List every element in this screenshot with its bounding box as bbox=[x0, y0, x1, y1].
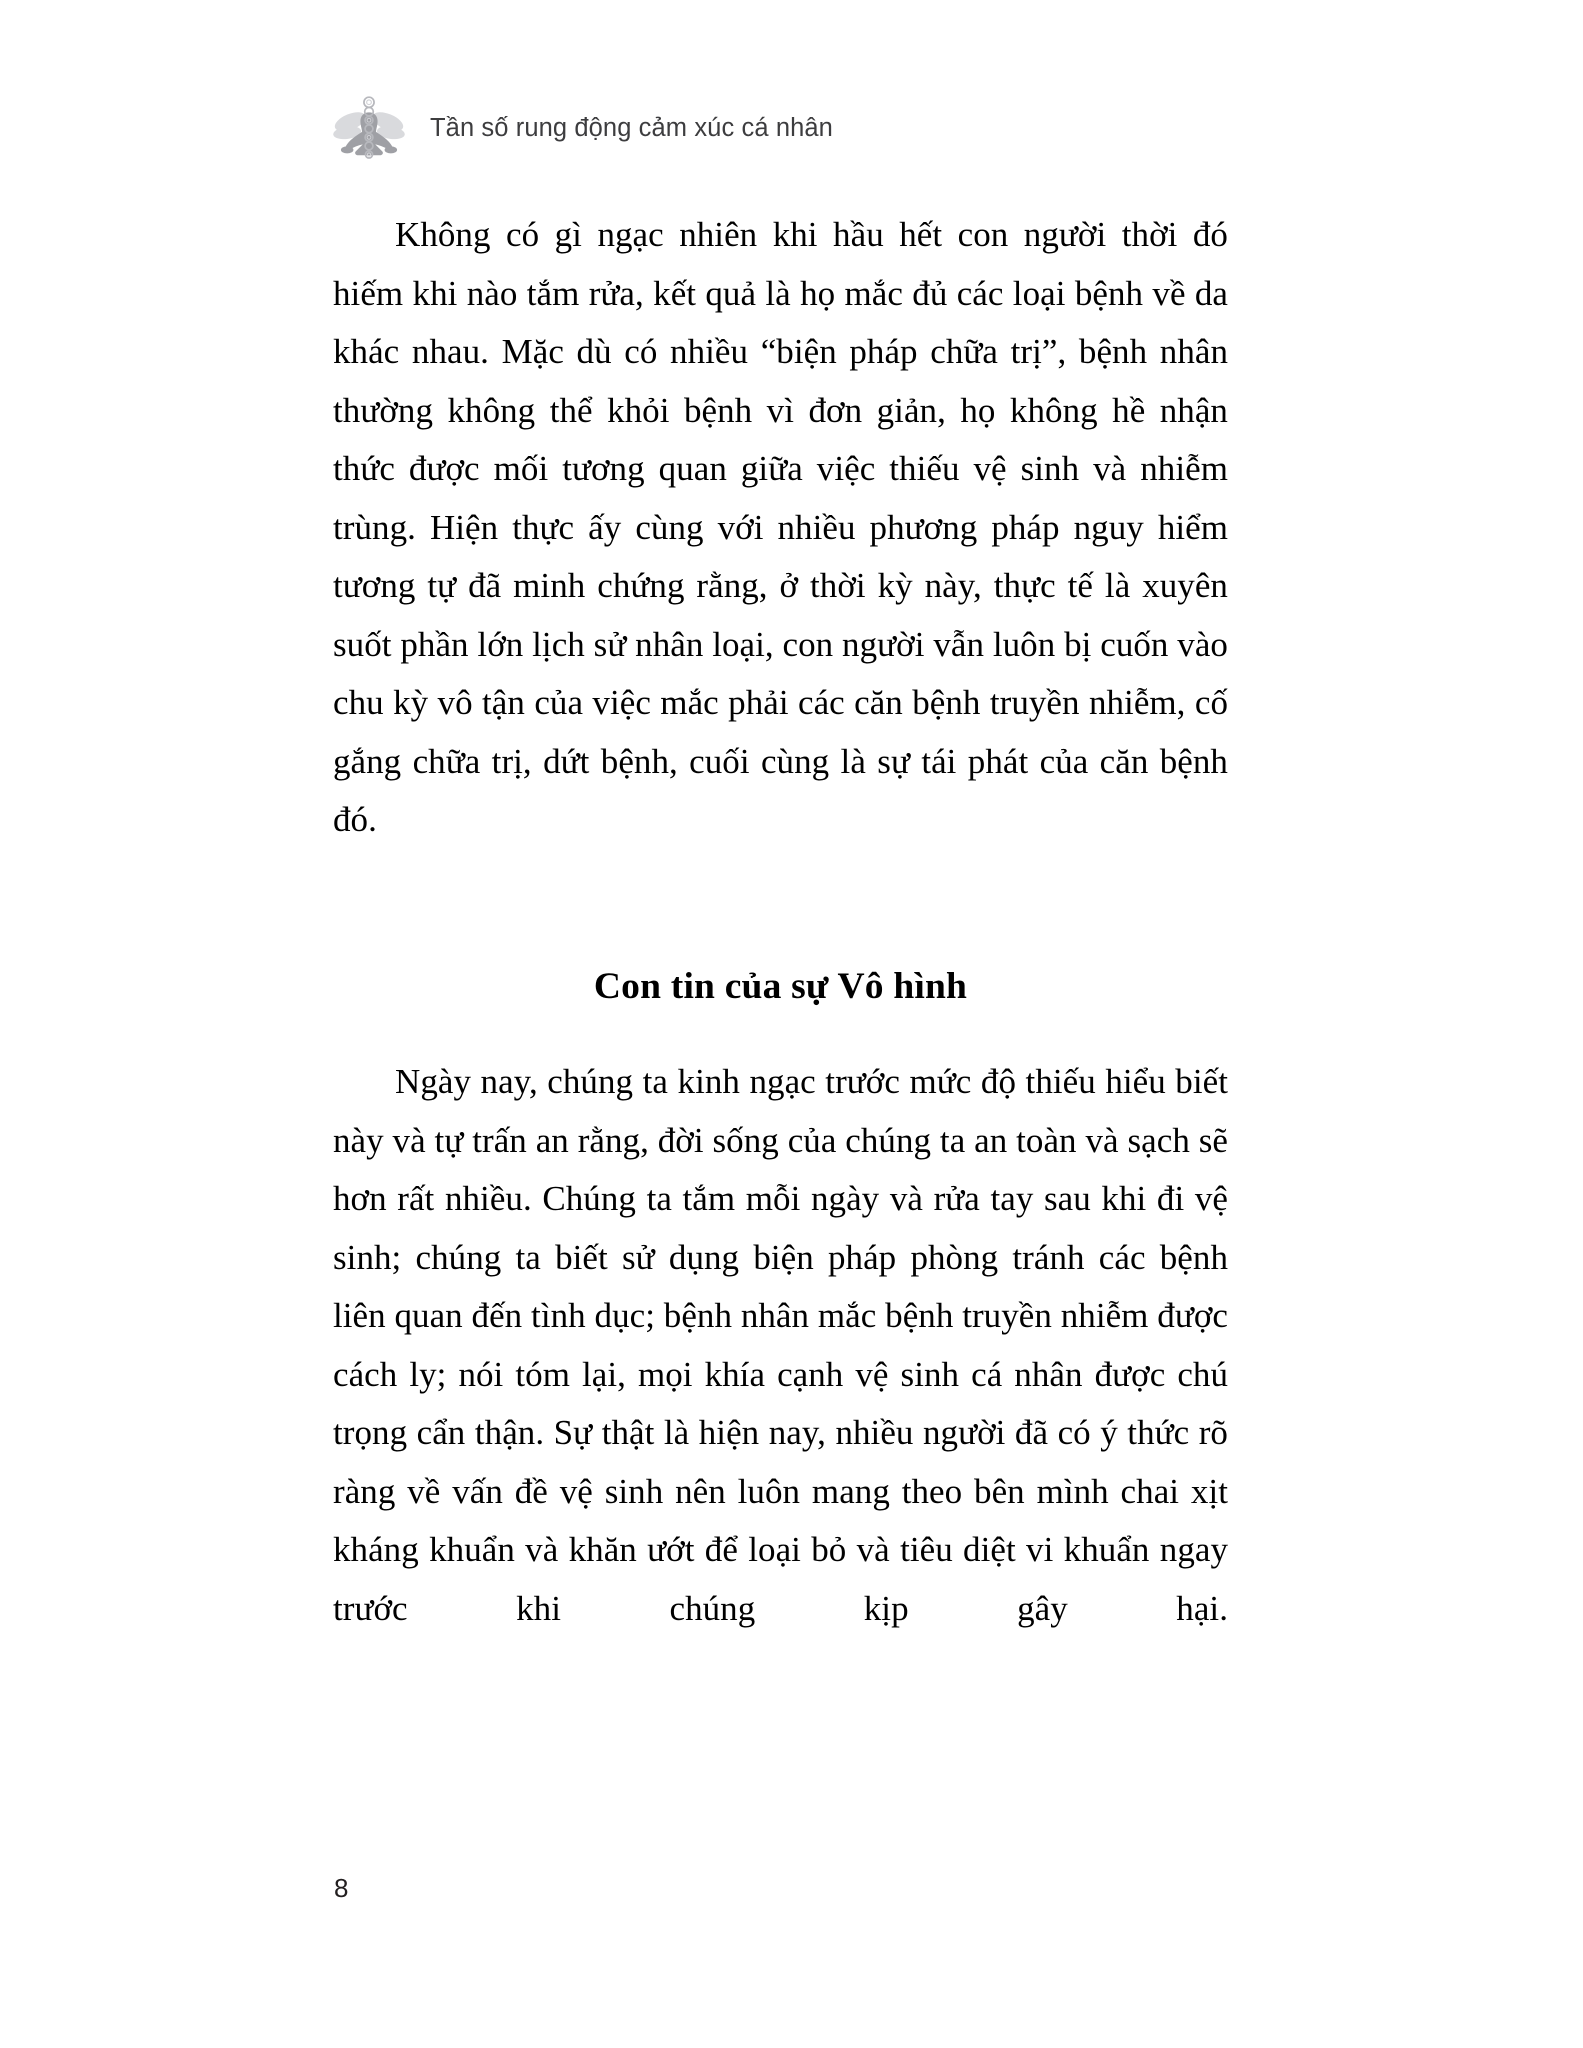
running-header-title: Tần số rung động cảm xúc cá nhân bbox=[430, 113, 833, 142]
text-column bbox=[333, 206, 1228, 1697]
heading-spacer-above bbox=[333, 908, 1228, 964]
meditating-figure-lotus-icon bbox=[330, 89, 408, 167]
body-paragraph: Không có gì ngạc nhiên khi hầu hết con người thời đó hiếm khi nào tắm rửa, kết quả là họ mắc đủ các loại bệnh về da khác nhau. Mặc dù có nhiều “biện pháp chữa trị”, bệnh nhân thường không thể khỏi bệnh vì đơn giản, họ không hề nhận thức được mối tương quan giữa việc thiếu vệ sinh và nhiễm trùng. Hiện thực ấy cùng với nhiều phương pháp nguy hiểm tương tự đã minh chứng rằng, ở thời kỳ này, thực tế là xuyên suốt phần lớn lịch sử nhân loại, con người vẫn luôn bị cuốn vào chu kỳ vô tận của việc mắc phải các căn bệnh truyền nhiễm, cố gắng chữa trị, dứt bệnh, cuối cùng là sự tái phát của căn bệnh đó. bbox=[333, 215, 1228, 839]
page-number: 8 bbox=[334, 1873, 349, 1903]
body-paragraph: Ngày nay, chúng ta kinh ngạc trước mức độ thiếu hiểu biết này và tự trấn an rằng, đời sống của chúng ta an toàn và sạch sẽ hơn rất nhiều. Chúng ta tắm mỗi ngày và rửa tay sau khi đi vệ sinh; chúng ta biết sử dụng biện pháp phòng tránh các bệnh liên quan đến tình dục; bệnh nhân mắc bệnh truyền nhiễm được cách ly; nói tóm lại, mọi khía cạnh vệ sinh cá nhân được chú trọng cẩn thận. Sự thật là hiện nay, nhiều người đã có ý thức rõ ràng về vấn đề vệ sinh nên luôn mang theo bên mình chai xịt kháng khuẩn và khăn ướt để loại bỏ và tiêu diệt vi khuẩn ngay trước khi chúng kịp gây hại. bbox=[333, 1062, 1228, 1628]
heading-spacer-below bbox=[333, 1009, 1228, 1053]
running-header bbox=[330, 92, 833, 164]
section-heading: Con tin của sự Vô hình bbox=[593, 966, 968, 1007]
